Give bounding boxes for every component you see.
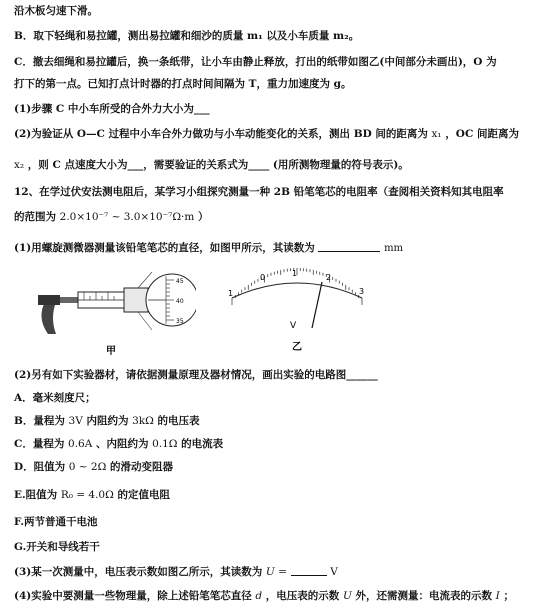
question-2-1: (1)步骤 C 中小车所受的合外力大小为___ (14, 103, 210, 115)
voltmeter-label-2: 2 (326, 273, 332, 282)
text-line-1: 沿木板匀速下滑。 (14, 5, 98, 17)
answer-blank-voltage (291, 565, 327, 576)
micrometer-thimble (124, 288, 148, 312)
range-text-b: ） (198, 211, 209, 223)
question-12-1 (14, 241, 546, 256)
micrometer-frame (41, 300, 56, 334)
q121-text: (1)用螺旋测微器测量该铅笔笔芯的直径，如图甲所示，其读数为 (14, 242, 315, 254)
equipment-e-text-b: 的定值电阻 (117, 489, 170, 501)
problem-12-intro: 12、在学过伏安法测电阻后，某学习小组探究测量一种 2B 铅笔笔芯的电阻率（查阅相关资料知其电阻率 (14, 186, 504, 198)
question-12-4 (14, 589, 546, 603)
q124-text-b: ，电压表的示数 (265, 590, 340, 602)
q22-text-c: ，则 C 点速度大小为___，需要验证的关系式为____ (用所测物理量的符号表示)。 (27, 159, 409, 171)
question-12-3 (14, 565, 546, 579)
voltmeter-range: 3V (68, 415, 83, 427)
voltage-symbol: U = (265, 566, 287, 578)
text-line-3: C．撤去细绳和易拉罐后，换一条纸带，让小车由静止释放，打出的纸带如图乙(中间部分未画出)，O 为 (14, 56, 497, 68)
equipment-b-text-c: 的电压表 (157, 415, 200, 427)
q22-text-b: ，OC 间距离为 (445, 128, 519, 140)
micrometer-tick-45: 45 (176, 278, 184, 285)
q124-text-c: 外，还需测量：电流表的示数 (355, 590, 492, 602)
voltmeter-label-1: 1 (292, 269, 298, 278)
equipment-a: A．毫米刻度尺； (14, 392, 96, 404)
equipment-d-text-b: 的滑动变阻器 (109, 461, 173, 473)
equipment-c (14, 437, 546, 451)
question-2-2 (14, 127, 546, 141)
voltmeter-label-3: 3 (359, 287, 365, 296)
voltmeter-label-minus1: 1 (228, 289, 234, 298)
figure-label-yi: 乙 (292, 342, 302, 353)
figure-label-jia: 甲 (106, 346, 116, 357)
q124-text-a: (4)实验中要测量一些物理量，除上述铅笔笔芯直径 (14, 590, 252, 602)
var-i: I (495, 590, 500, 602)
equipment-d (14, 460, 546, 474)
q124-text-d: ； (503, 590, 514, 602)
equipment-f: F.两节普通干电池 (14, 516, 98, 528)
equipment-e-text-a: E.阻值为 (14, 489, 58, 501)
voltmeter-needle (312, 282, 322, 328)
equipment-c-text-b: 、内阻约为 (95, 438, 149, 450)
range-text-a: 的范围为 (14, 211, 56, 223)
equipment-c-text-a: C．量程为 (14, 438, 65, 450)
var-x1: x₁ (431, 128, 442, 140)
equipment-d-text-a: D．阻值为 (14, 461, 66, 473)
var-d: d (255, 590, 263, 602)
equipment-b-text-a: B．量程为 (14, 415, 65, 427)
q22-text-a: (2)为验证从 O—C 过程中小车合外力做功与小车动能变化的关系，测出 BD 间的距离为 (14, 128, 428, 140)
micrometer-tick-35: 35 (176, 318, 184, 325)
q123-text: (3)某一次测量中，电压表示数如图乙所示，其读数为 (14, 566, 263, 578)
text-line-2: B．取下轻绳和易拉罐，测出易拉罐和细沙的质量 m₁ 以及小车质量 m₂。 (14, 30, 360, 42)
equipment-b (14, 414, 546, 428)
var-u: U (342, 590, 352, 602)
rheostat-range: 0 ~ 2Ω (68, 461, 107, 473)
ammeter-resistance: 0.1Ω (152, 438, 178, 450)
equipment-b-text-b: 内阻约为 (86, 415, 129, 427)
voltmeter-figure (222, 266, 372, 356)
answer-blank-diameter (318, 241, 380, 252)
micrometer-spindle (60, 297, 78, 303)
equipment-c-text-c: 的电流表 (181, 438, 224, 450)
micrometer-tick-40: 40 (176, 298, 184, 305)
text-line-4: 打下的第一点。已知打点计时器的打点时间间隔为 T，重力加速度为 g。 (14, 78, 352, 90)
voltmeter-resistance: 3kΩ (132, 415, 154, 427)
question-2-2-cont (14, 158, 546, 172)
unit-v: V (330, 566, 338, 578)
voltmeter-unit-v: V (290, 321, 297, 331)
resistivity-range: 2.0×10⁻⁷ ~ 3.0×10⁻⁷Ω·m (59, 211, 195, 223)
equipment-e (14, 488, 546, 502)
question-12-2: (2)另有如下实验器材，请依据测量原理及器材情况，画出实验的电路图______ (14, 369, 378, 381)
equipment-g: G.开关和导线若干 (14, 541, 100, 553)
micrometer-figure (26, 262, 196, 357)
micrometer-anvil (38, 295, 60, 305)
var-x2: x₂ (14, 159, 25, 171)
problem-12-range (14, 210, 546, 224)
ammeter-range: 0.6A (68, 438, 93, 450)
unit-mm: mm (384, 243, 404, 254)
voltmeter-label-0: 0 (260, 273, 266, 282)
fixed-resistor-value: R₀ = 4.0Ω (60, 489, 114, 501)
